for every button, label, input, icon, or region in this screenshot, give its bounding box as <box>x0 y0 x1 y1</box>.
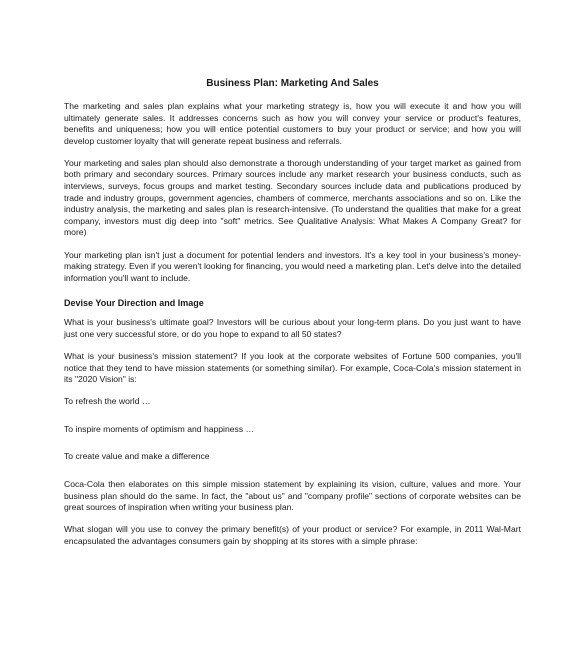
section-heading: Devise Your Direction and Image <box>64 298 204 309</box>
paragraph-coca-cola-elaboration: Coca-Cola then elaborates on this simple mission statement by explaining its vision, culture, values and more. Your business plan should do the same. In fact, the "about us" and "company profile" sections of corporate websites can be great sources of inspiration when writing your business plan. <box>64 479 521 513</box>
document-title: Business Plan: Marketing And Sales <box>206 78 379 89</box>
paragraph-ultimate-goal: What is your business's ultimate goal? Investors will be curious about your long-term plans. Do you just want to have just one very successful store, or do you hope to expand to all 50 states? <box>64 317 521 339</box>
paragraph-target-market: Your marketing and sales plan should also demonstrate a thorough understanding of your target market as gained from both primary and secondary sources. Primary sources include any market research your business conducts, such as interviews, surveys, focus groups and market testing. Secondary sources include data and publications produced by trade and industry groups, government agencies, chambers of commerce, merchants associations and so on. Like the industry analysis, the marketing and sales plan is research-intensive. (To understand the qualities that make for a great company, investors must dig deep into "soft" metrics. See Qualitative Analysis: What Makes A Company Great? for more) <box>64 157 521 238</box>
paragraph-intro: The marketing and sales plan explains what your marketing strategy is, how you will execute it and how you will ultimately generate sales. It addresses concerns such as how you will convey your service or product's features, benefits and uniqueness; how you will entice potential customers to buy your product or service; and how you will develop customer loyalty that will generate repeat business and referrals. <box>64 101 521 146</box>
mission-quote-1: To refresh the world … <box>64 396 151 407</box>
paragraph-mission-statement: What is your business's mission statement? If you look at the corporate websites of Fortune 500 companies, you'll notice that they tend to have mission statements (or something similar). For example, Coca-Cola's mission statement in its "2020 Vision" is: <box>64 351 521 385</box>
mission-quote-2: To inspire moments of optimism and happiness … <box>64 423 255 434</box>
paragraph-slogan: What slogan will you use to convey the primary benefit(s) of your product or service? For example, in 2011 Wal-Mart encapsulated the advantages consumers gain by shopping at its stores with a simple phrase: <box>64 524 521 546</box>
paragraph-marketing-plan-tool: Your marketing plan isn't just a document for potential lenders and investors. It's a key tool in your business's money-making strategy. Even if you weren't looking for financing, you would need a marketing plan. Let's delve into the detailed information you'll want to include. <box>64 249 521 283</box>
mission-quote-3: To create value and make a difference <box>64 451 210 462</box>
